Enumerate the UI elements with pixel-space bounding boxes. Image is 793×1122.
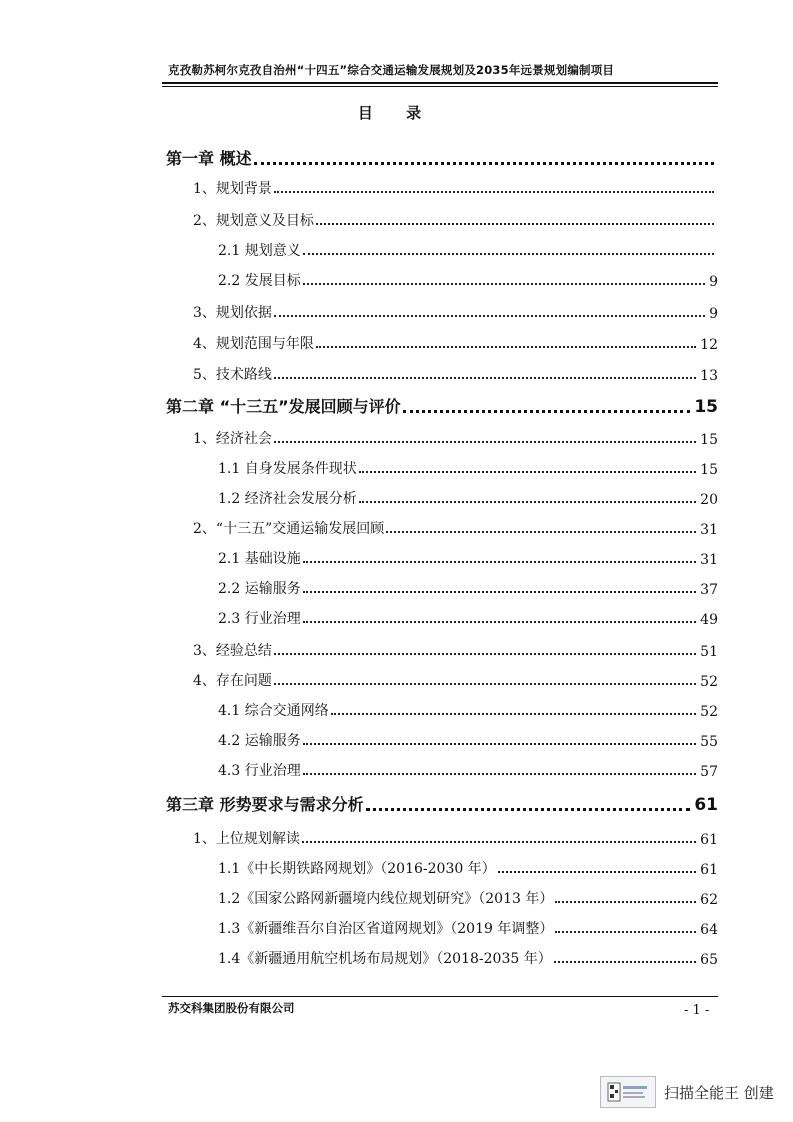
toc-subsection: [218, 888, 718, 908]
dot-leader: [386, 530, 696, 533]
toc-entry-label: 1.3《新疆维吾尔自治区省道网规划》（2019 年调整）: [218, 921, 554, 937]
header-rule: [162, 82, 718, 84]
toc-page-number: 15: [700, 432, 718, 448]
toc-page-number: 9: [709, 306, 718, 322]
dot-leader: [366, 807, 691, 811]
toc-entry-label: 4、存在问题: [193, 673, 272, 689]
toc-subsection: [218, 458, 718, 478]
toc-entry-label: 4.1 综合交通网络: [218, 703, 329, 719]
toc-section: [193, 333, 718, 353]
qr-logo-icon: [600, 1076, 656, 1108]
toc-page-number: 49: [700, 612, 718, 628]
dot-leader: [274, 190, 714, 193]
toc-entry-label: 2、规划意义及目标: [193, 213, 314, 229]
toc-subsection: [218, 240, 718, 260]
toc-entry-label: 1.2《国家公路网新疆境内线位规划研究》（2013 年）: [218, 891, 554, 907]
toc-page-number: 13: [700, 368, 718, 384]
toc-page-number: 20: [700, 492, 718, 508]
toc-page-number: 52: [700, 704, 718, 720]
toc-subsection: [218, 918, 718, 938]
toc-section: [193, 428, 718, 448]
toc-entry-label: 1.2 经济社会发展分析: [218, 491, 357, 507]
dot-leader: [302, 840, 696, 843]
footer-rule: [162, 996, 718, 997]
dot-leader: [303, 560, 696, 563]
dot-leader: [555, 930, 696, 933]
toc-section: [193, 518, 718, 538]
scanner-watermark: [600, 1076, 774, 1108]
toc-page-number: 61: [700, 862, 718, 878]
dot-leader: [359, 500, 696, 503]
toc-entry-label: 1.1《中长期铁路网规划》（2016-2030 年）: [218, 861, 496, 877]
dot-leader: [274, 314, 705, 317]
toc-entry-label: 3、规划依据: [193, 305, 272, 321]
toc-entry-label: 2.1 基础设施: [218, 551, 301, 567]
toc-page-number: 31: [700, 552, 718, 568]
toc-entry-label: 5、技术路线: [193, 367, 272, 383]
toc-page-number: 55: [700, 734, 718, 750]
dot-leader: [555, 900, 696, 903]
dot-leader: [316, 222, 714, 225]
toc-entry-label: 3、经验总结: [193, 643, 272, 659]
toc-chapter: [166, 792, 718, 815]
dot-leader: [274, 652, 696, 655]
toc-entry-label: 2.3 行业治理: [218, 611, 301, 627]
dot-leader: [359, 470, 696, 473]
toc-section: [193, 670, 718, 690]
toc-subsection: [218, 760, 718, 780]
dot-leader: [274, 376, 696, 379]
toc-entry-label: 第二章 “十三五”发展回顾与评价: [166, 397, 401, 416]
toc-page-number: 37: [700, 582, 718, 598]
toc-page-number: 15: [700, 462, 718, 478]
toc-subsection: [218, 548, 718, 568]
toc-entry-label: 4、规划范围与年限: [193, 336, 314, 352]
dot-leader: [303, 252, 714, 255]
toc-section: [193, 302, 718, 322]
dot-leader: [303, 772, 696, 775]
toc-entry-label: 4.2 运输服务: [218, 733, 301, 749]
toc-subsection: [218, 578, 718, 598]
toc-page-number: 64: [700, 922, 718, 938]
toc-subsection: [218, 858, 718, 878]
toc-page-number: 61: [694, 795, 718, 815]
toc-page-number: 52: [700, 674, 718, 690]
toc-page-number: 61: [700, 832, 718, 848]
page-number: - 1 -: [684, 1003, 710, 1018]
dot-leader: [303, 590, 696, 593]
dot-leader: [331, 712, 696, 715]
dot-leader: [403, 409, 691, 413]
toc-chapter: [166, 394, 718, 417]
footer-company: 苏交科集团股份有限公司: [168, 1001, 295, 1015]
toc-entry-label: 第一章 概述: [166, 149, 252, 168]
toc-title: 目 录: [357, 104, 436, 122]
toc-entry-label: 2.1 规划意义: [218, 243, 301, 259]
toc-section: [193, 828, 718, 848]
toc-page-number: 12: [700, 337, 718, 353]
toc-page-number: 9: [709, 274, 718, 290]
header-rule-thin: [162, 86, 718, 87]
toc-entry-label: 1、上位规划解读: [193, 831, 300, 847]
toc-subsection: [218, 948, 718, 968]
toc-section: [193, 210, 718, 230]
dot-leader: [303, 620, 696, 623]
dot-leader: [498, 870, 696, 873]
toc-section: [193, 178, 718, 198]
dot-leader: [254, 161, 714, 165]
toc-entry-label: 2、“十三五”交通运输发展回顾: [193, 521, 385, 537]
toc-page-number: 62: [700, 892, 718, 908]
dot-leader: [274, 440, 696, 443]
toc-chapter: [166, 146, 718, 169]
toc-page-number: 65: [700, 952, 718, 968]
dot-leader: [303, 282, 705, 285]
toc-page-number: 31: [700, 522, 718, 538]
toc-section: [193, 640, 718, 660]
dot-leader: [554, 960, 696, 963]
toc-subsection: [218, 700, 718, 720]
watermark-text: 扫描全能王 创建: [664, 1083, 774, 1102]
toc-subsection: [218, 608, 718, 628]
toc-entry-label: 2.2 发展目标: [218, 273, 301, 289]
toc-entry-label: 1.1 自身发展条件现状: [218, 461, 357, 477]
toc-entry-label: 第三章 形势要求与需求分析: [166, 795, 364, 814]
toc-page-number: 57: [700, 764, 718, 780]
toc-entry-label: 4.3 行业治理: [218, 763, 301, 779]
toc-entry-label: 1.4《新疆通用航空机场布局规划》（2018-2035 年）: [218, 951, 552, 967]
toc-subsection: [218, 488, 718, 508]
page-header: 克孜勒苏柯尔克孜自治州“十四五”综合交通运输发展规划及2035年远景规划编制项目: [168, 63, 615, 77]
toc-subsection: [218, 730, 718, 750]
dot-leader: [274, 682, 696, 685]
toc-subsection: [218, 270, 718, 290]
toc-entry-label: 1、经济社会: [193, 431, 272, 447]
toc-entry-label: 2.2 运输服务: [218, 581, 301, 597]
toc-section: [193, 364, 718, 384]
dot-leader: [316, 345, 696, 348]
toc-page-number: 15: [694, 397, 718, 417]
toc-entry-label: 1、规划背景: [193, 181, 272, 197]
dot-leader: [303, 742, 696, 745]
toc-page-number: 51: [700, 644, 718, 660]
